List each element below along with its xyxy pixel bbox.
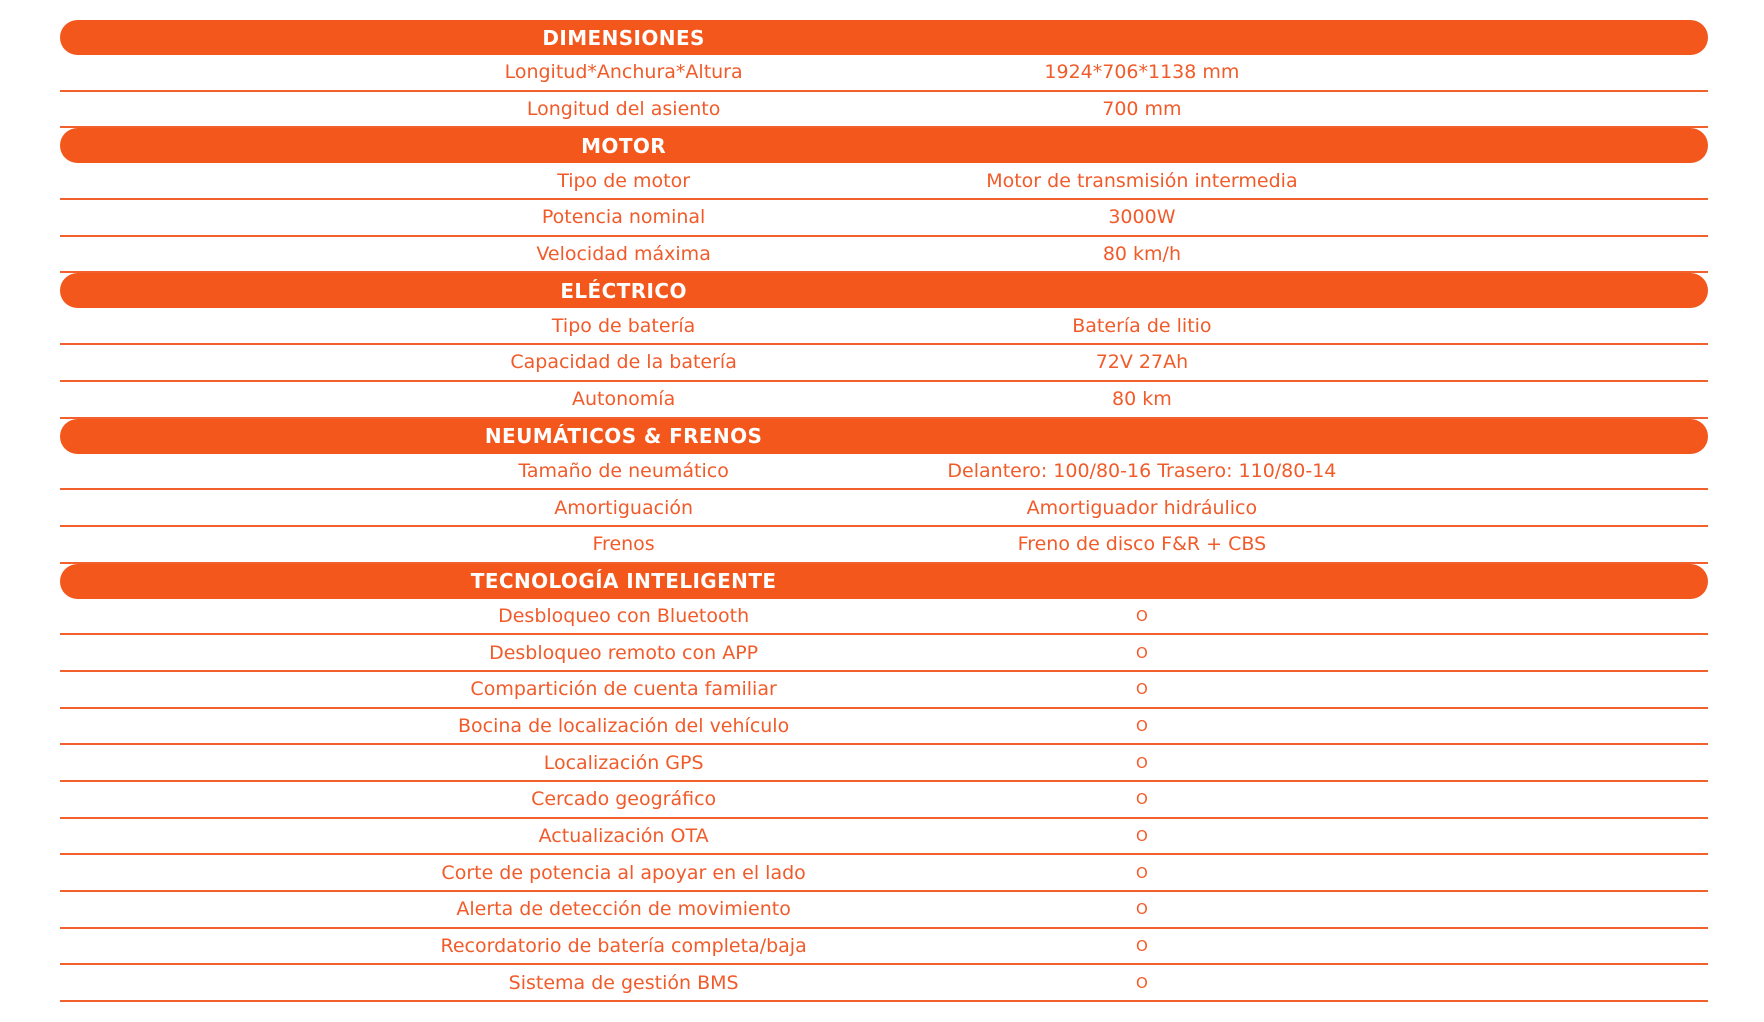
spec-label: Bocina de localización del vehículo [458, 714, 790, 737]
spec-label: Autonomía [572, 388, 676, 411]
feature-included-marker: O [1136, 643, 1148, 662]
spec-table [60, 20, 1708, 1002]
spec-value: Motor de transmisión intermedia [986, 169, 1298, 192]
spec-row [60, 382, 1708, 419]
spec-label: Recordatorio de batería completa/baja [440, 935, 807, 958]
spec-row [60, 599, 1708, 636]
spec-row [60, 490, 1708, 527]
feature-included-marker: O [1136, 716, 1148, 735]
feature-included-marker: O [1136, 900, 1148, 919]
section-title: DIMENSIONES [542, 25, 705, 50]
spec-row [60, 745, 1708, 782]
spec-row [60, 200, 1708, 237]
spec-value: 72V 27Ah [1095, 351, 1189, 374]
spec-label: Capacidad de la batería [510, 351, 737, 374]
spec-label: Frenos [592, 533, 655, 556]
spec-label: Amortiguación [554, 496, 694, 519]
feature-included-marker: O [1136, 680, 1148, 699]
spec-row [60, 237, 1708, 274]
spec-label: Velocidad máxima [536, 243, 711, 266]
spec-row [60, 92, 1708, 129]
spec-label: Tipo de batería [551, 314, 696, 337]
spec-label: Longitud*Anchura*Altura [504, 61, 743, 84]
section-title: TECNOLOGÍA INTELIGENTE [470, 569, 777, 594]
spec-value: Freno de disco F&R + CBS [1017, 533, 1267, 556]
spec-row [60, 345, 1708, 382]
spec-row [60, 855, 1708, 892]
spec-value: Amortiguador hidráulico [1026, 496, 1258, 519]
spec-row [60, 55, 1708, 92]
spec-label: Corte de potencia al apoyar en el lado [441, 861, 806, 884]
spec-label: Localización GPS [543, 751, 704, 774]
spec-label: Cercado geográfico [531, 788, 717, 811]
spec-row [60, 965, 1708, 1002]
section-header [60, 20, 1708, 55]
spec-row [60, 782, 1708, 819]
feature-included-marker: O [1136, 973, 1148, 992]
feature-included-marker: O [1136, 753, 1148, 772]
spec-label: Tipo de motor [557, 169, 691, 192]
spec-label: Sistema de gestión BMS [508, 971, 739, 994]
spec-row [60, 672, 1708, 709]
spec-value: 3000W [1108, 206, 1176, 229]
section-header [60, 419, 1708, 454]
spec-row [60, 163, 1708, 200]
spec-row [60, 527, 1708, 564]
section-header [60, 273, 1708, 308]
feature-included-marker: O [1136, 606, 1148, 625]
spec-value: Delantero: 100/80-16 Trasero: 110/80-14 [947, 459, 1337, 482]
spec-label: Alerta de detección de movimiento [456, 898, 791, 921]
feature-included-marker: O [1136, 790, 1148, 809]
section-title: NEUMÁTICOS & FRENOS [484, 424, 763, 448]
section-title: MOTOR [581, 133, 667, 158]
section-header [60, 128, 1708, 163]
spec-row [60, 635, 1708, 672]
spec-label: Tamaño de neumático [518, 459, 729, 482]
feature-included-marker: O [1136, 827, 1148, 846]
spec-label: Actualización OTA [538, 825, 709, 848]
spec-label: Compartición de cuenta familiar [470, 678, 777, 701]
spec-row [60, 929, 1708, 966]
spec-value: 80 km [1112, 388, 1172, 411]
section-header [60, 564, 1708, 599]
spec-label: Longitud del asiento [526, 98, 721, 121]
section-title: ELÉCTRICO [560, 278, 687, 303]
spec-value: Batería de litio [1072, 314, 1212, 337]
spec-value: 1924*706*1138 mm [1044, 61, 1240, 84]
spec-label: Desbloqueo con Bluetooth [498, 604, 750, 627]
feature-included-marker: O [1136, 937, 1148, 956]
spec-value: 80 km/h [1102, 243, 1181, 266]
spec-row [60, 892, 1708, 929]
spec-row [60, 709, 1708, 746]
spec-row [60, 819, 1708, 856]
feature-included-marker: O [1136, 863, 1148, 882]
spec-row [60, 454, 1708, 491]
spec-label: Desbloqueo remoto con APP [489, 641, 759, 664]
spec-value: 700 mm [1102, 98, 1182, 121]
spec-label: Potencia nominal [541, 206, 706, 229]
spec-row [60, 308, 1708, 345]
